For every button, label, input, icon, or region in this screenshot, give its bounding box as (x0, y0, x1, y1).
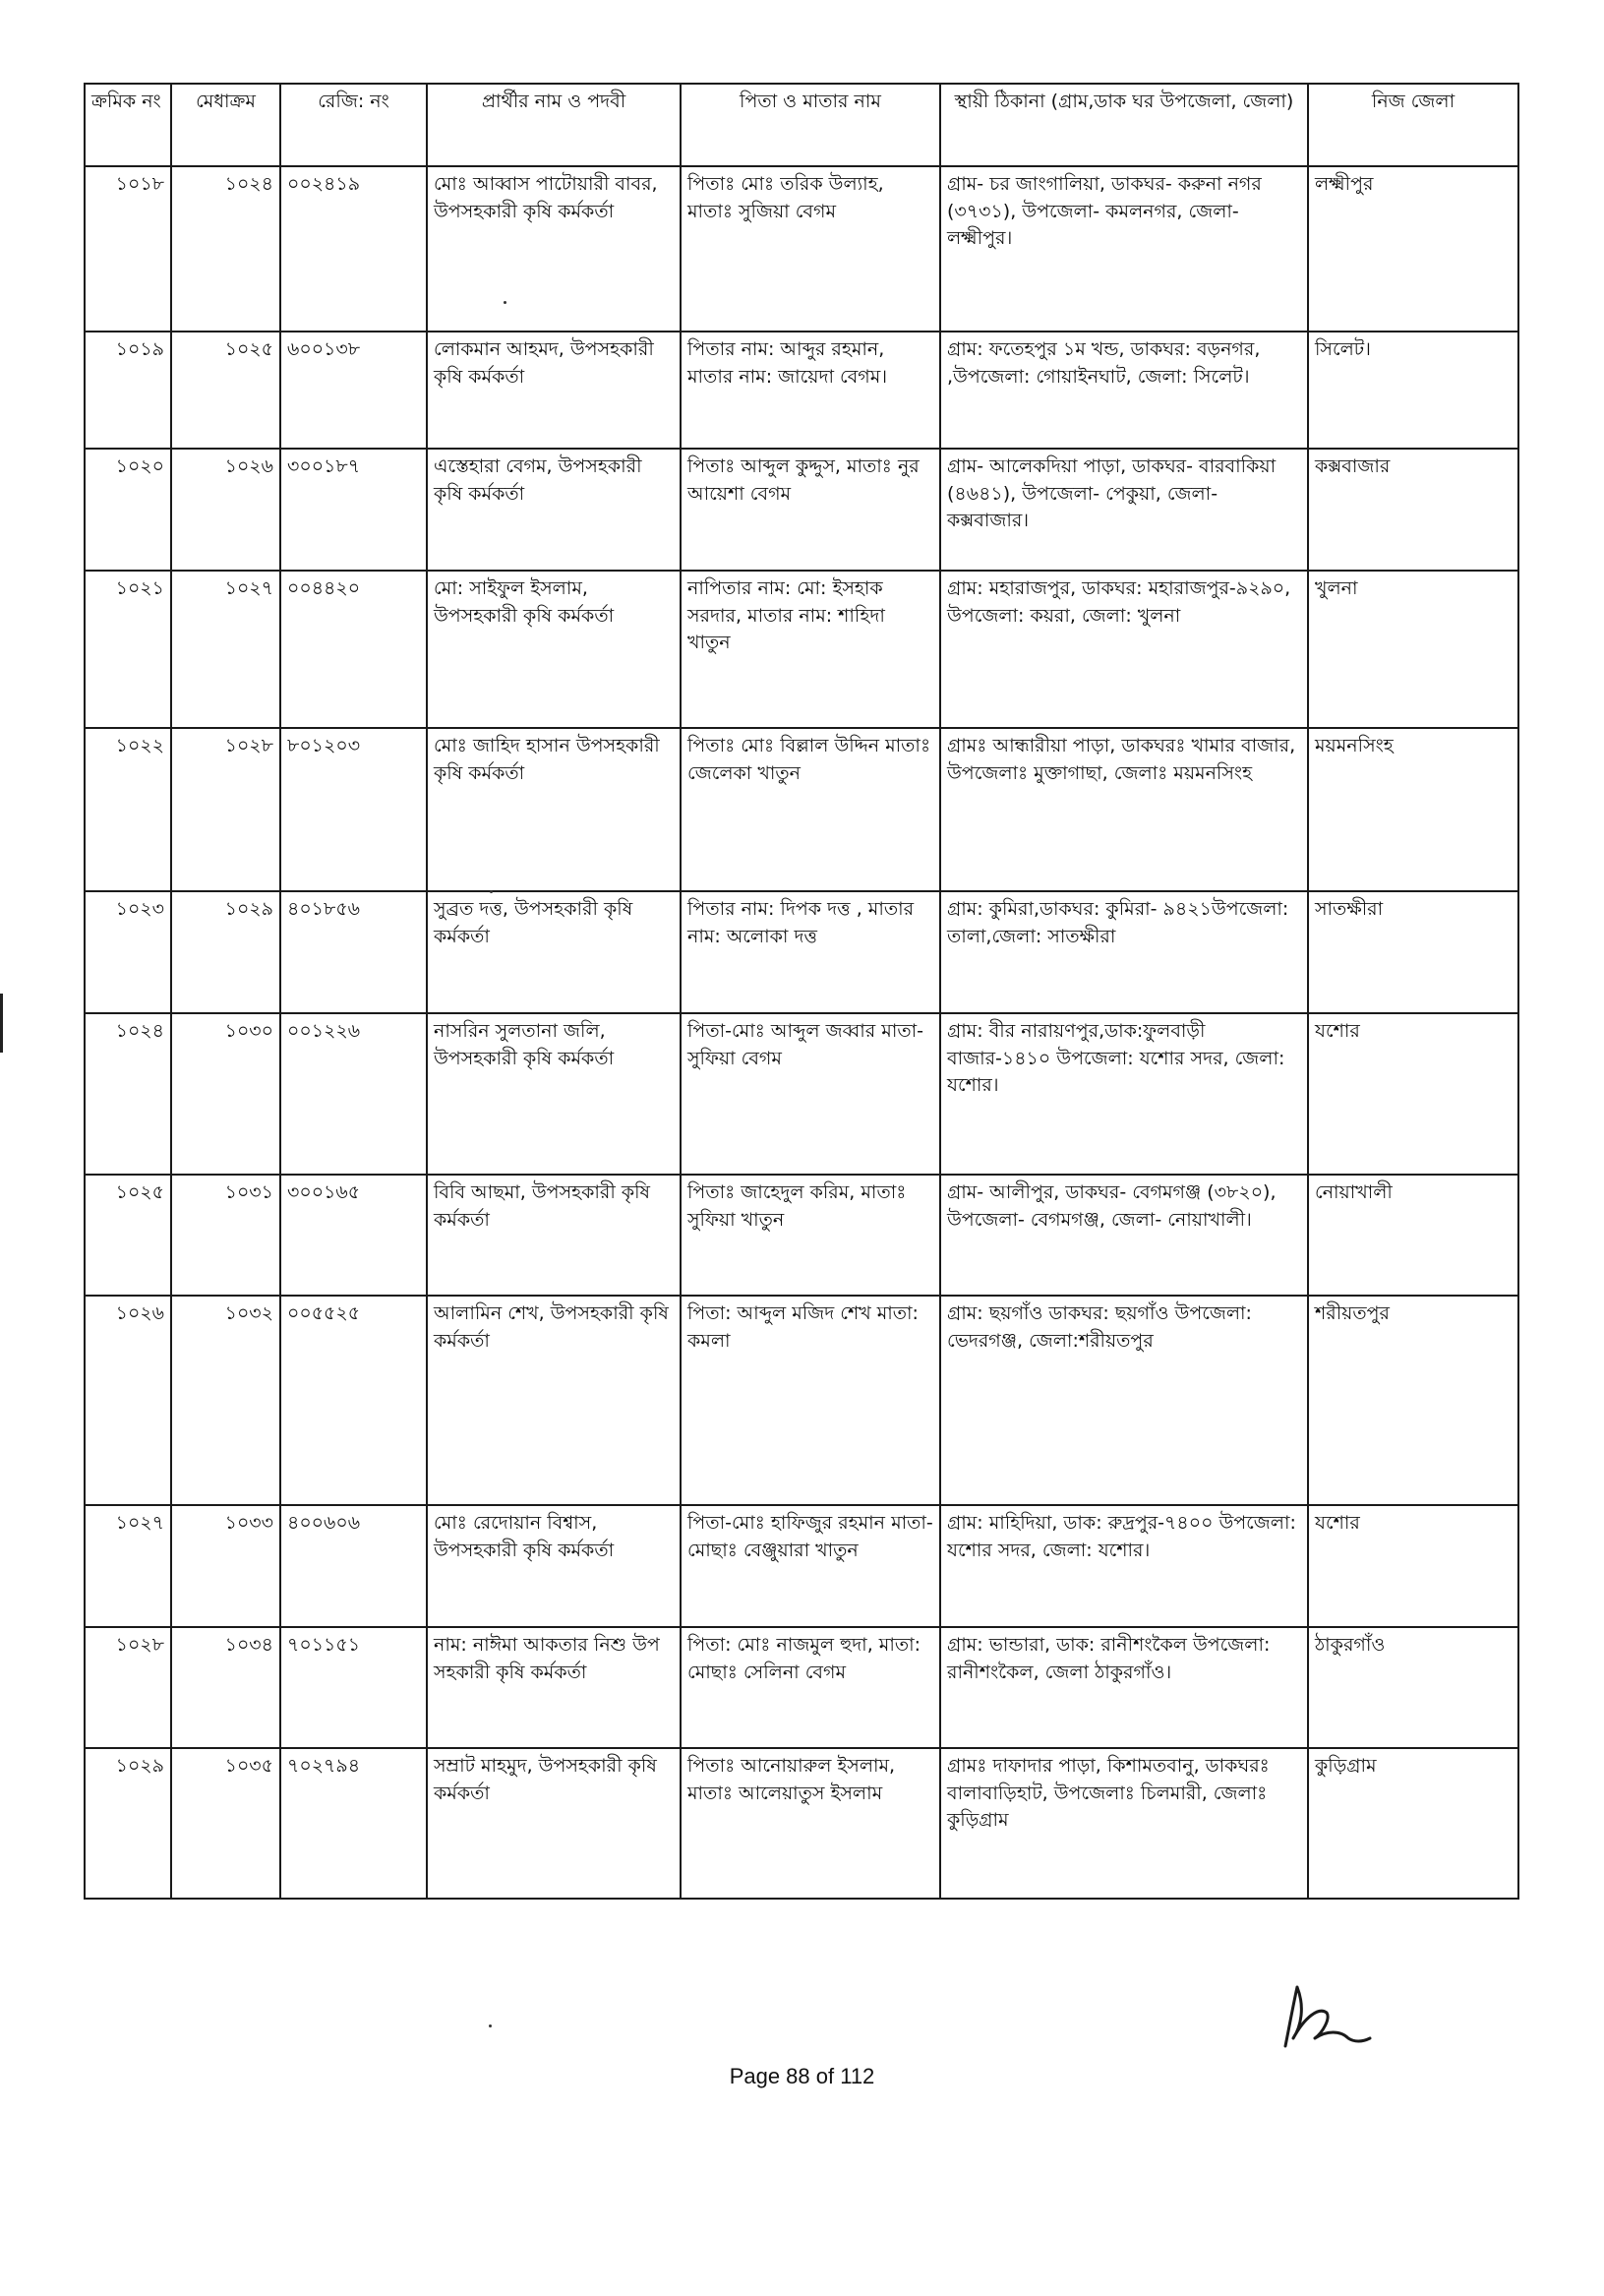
cell-merit: ১০৩৪ (171, 1627, 280, 1748)
cell-address: গ্রাম: মাহিদিয়া, ডাক: রুদ্রপুর-৭৪০০ উপজেলা: যশোর সদর, জেলা: যশোর। (940, 1505, 1308, 1627)
cell-address: গ্রাম: ভান্ডারা, ডাক: রানীশংকৈল উপজেলা: রানীশংকৈল, জেলা ঠাকুরগাঁও। (940, 1627, 1308, 1748)
cell-serial: ১০১৮ (85, 166, 171, 332)
cell-merit: ১০২৬ (171, 449, 280, 571)
table-row (85, 1013, 1518, 1175)
table-row (85, 891, 1518, 1013)
cell-merit: ১০৩৫ (171, 1748, 280, 1899)
cell-serial: ১০২৪ (85, 1013, 171, 1175)
cell-district: কুড়িগ্রাম (1308, 1748, 1518, 1899)
cell-name: নাসরিন সুলতানা জলি, উপসহকারী কৃষি কর্মকর্তা (427, 1013, 681, 1175)
cell-reg: ৭০২৭৯৪ (280, 1748, 427, 1899)
cell-parents: নাপিতার নাম: মো: ইসহাক সরদার, মাতার নাম: শাহিদা খাতুন (681, 571, 940, 728)
cell-address: গ্রাম: ছয়গাঁও ডাকঘর: ছয়গাঁও উপজেলা: ভেদরগঞ্জ, জেলা:শরীয়তপুর (940, 1296, 1308, 1505)
table-header-row (85, 84, 1518, 166)
cell-reg: ০০১২২৬ (280, 1013, 427, 1175)
cell-reg: ৭০১১৫১ (280, 1627, 427, 1748)
cell-reg: ৮০১২০৩ (280, 728, 427, 891)
cell-district: যশোর (1308, 1505, 1518, 1627)
scan-speck (490, 890, 493, 893)
cell-parents: পিতার নাম: আব্দুর রহমান, মাতার নাম: জায়েদা বেগম। (681, 332, 940, 449)
scan-edge-mark (0, 994, 3, 1053)
cell-merit: ১০৩৩ (171, 1505, 280, 1627)
cell-merit: ১০৩০ (171, 1013, 280, 1175)
cell-merit: ১০২৫ (171, 332, 280, 449)
cell-parents: পিতাঃ আনোয়ারুল ইসলাম, মাতাঃ আলেয়াতুস ইসলাম (681, 1748, 940, 1899)
cell-parents: পিতাঃ আব্দুল কুদ্দুস, মাতাঃ নুর আয়েশা বেগম (681, 449, 940, 571)
cell-district: লক্ষ্মীপুর (1308, 166, 1518, 332)
cell-district: খুলনা (1308, 571, 1518, 728)
cell-serial: ১০২৭ (85, 1505, 171, 1627)
candidate-table (84, 83, 1519, 1900)
cell-serial: ১০২২ (85, 728, 171, 891)
cell-serial: ১০২৩ (85, 891, 171, 1013)
cell-reg: ৩০০১৬৫ (280, 1175, 427, 1296)
header-parents: পিতা ও মাতার নাম (681, 84, 940, 166)
cell-parents: পিতাঃ মোঃ তরিক উল্যাহ, মাতাঃ সুজিয়া বেগম (681, 166, 940, 332)
table-row (85, 1505, 1518, 1627)
table-row (85, 1296, 1518, 1505)
cell-name: সুব্রত দত্ত, উপসহকারী কৃষি কর্মকর্তা (427, 891, 681, 1013)
cell-address: গ্রাম: বীর নারায়ণপুর,ডাক:ফুলবাড়ী বাজার-১৪১০ উপজেলা: যশোর সদর, জেলা: যশোর। (940, 1013, 1308, 1175)
header-name: প্রার্থীর নাম ও পদবী (427, 84, 681, 166)
cell-name: এস্তেহারা বেগম, উপসহকারী কৃষি কর্মকর্তা (427, 449, 681, 571)
cell-parents: পিতাঃ মোঃ বিল্লাল উদ্দিন মাতাঃ জেলেকা খাতুন (681, 728, 940, 891)
table-row (85, 166, 1518, 332)
cell-merit: ১০৩২ (171, 1296, 280, 1505)
cell-merit: ১০২৭ (171, 571, 280, 728)
cell-address: গ্রামঃ আন্ধারীয়া পাড়া, ডাকঘরঃ খামার বাজার, উপজেলাঃ মুক্তাগাছা, জেলাঃ ময়মনসিংহ (940, 728, 1308, 891)
cell-parents: পিতা: মোঃ নাজমুল হুদা, মাতা: মোছাঃ সেলিনা বেগম (681, 1627, 940, 1748)
cell-address: গ্রাম: কুমিরা,ডাকঘর: কুমিরা- ৯৪২১উপজেলা: তালা,জেলা: সাতক্ষীরা (940, 891, 1308, 1013)
table-row (85, 449, 1518, 571)
cell-merit: ১০২৯ (171, 891, 280, 1013)
cell-district: ময়মনসিংহ (1308, 728, 1518, 891)
cell-parents: পিতাঃ জাহেদুল করিম, মাতাঃ সুফিয়া খাতুন (681, 1175, 940, 1296)
table-row (85, 571, 1518, 728)
cell-address: গ্রাম- চর জাংগালিয়া, ডাকঘর- করুনা নগর (৩৭৩১), উপজেলা- কমলনগর, জেলা- লক্ষ্মীপুর। (940, 166, 1308, 332)
cell-serial: ১০১৯ (85, 332, 171, 449)
signature-mark (1272, 1977, 1380, 2056)
cell-serial: ১০২৯ (85, 1748, 171, 1899)
cell-reg: ৩০০১৮৭ (280, 449, 427, 571)
header-reg: রেজি: নং (280, 84, 427, 166)
cell-serial: ১০২৫ (85, 1175, 171, 1296)
cell-merit: ১০৩১ (171, 1175, 280, 1296)
cell-district: শরীয়তপুর (1308, 1296, 1518, 1505)
header-address: স্থায়ী ঠিকানা (গ্রাম,ডাক ঘর উপজেলা, জেলা) (940, 84, 1308, 166)
cell-district: নোয়াখালী (1308, 1175, 1518, 1296)
cell-name: নাম: নাঈমা আকতার নিশু উপ সহকারী কৃষি কর্মকর্তা (427, 1627, 681, 1748)
cell-address: গ্রাম: মহারাজপুর, ডাকঘর: মহারাজপুর-৯২৯০, উপজেলা: কয়রা, জেলা: খুলনা (940, 571, 1308, 728)
cell-reg: ০০৪৪২০ (280, 571, 427, 728)
scan-speck (504, 301, 506, 304)
cell-address: গ্রাম: ফতেহপুর ১ম খন্ড, ডাকঘর: বড়নগর, ,উপজেলা: গোয়াইনঘাট, জেলা: সিলেট। (940, 332, 1308, 449)
cell-address: গ্রাম- আলেকদিয়া পাড়া, ডাকঘর- বারবাকিয়া (৪৬৪১), উপজেলা- পেকুয়া, জেলা- কক্সবাজার। (940, 449, 1308, 571)
cell-parents: পিতা-মোঃ আব্দুল জব্বার মাতা-সুফিয়া বেগম (681, 1013, 940, 1175)
cell-parents: পিতা: আব্দুল মজিদ শেখ মাতা: কমলা (681, 1296, 940, 1505)
cell-serial: ১০২৮ (85, 1627, 171, 1748)
header-district: নিজ জেলা (1308, 84, 1518, 166)
cell-district: সাতক্ষীরা (1308, 891, 1518, 1013)
header-serial: ক্রমিক নং (85, 84, 171, 166)
cell-reg: ৬০০১৩৮ (280, 332, 427, 449)
cell-name: মো: সাইফুল ইসলাম, উপসহকারী কৃষি কর্মকর্তা (427, 571, 681, 728)
cell-district: যশোর (1308, 1013, 1518, 1175)
cell-district: কক্সবাজার (1308, 449, 1518, 571)
cell-reg: ৪০১৮৫৬ (280, 891, 427, 1013)
scan-speck (489, 2024, 492, 2027)
cell-address: গ্রাম- আলীপুর, ডাকঘর- বেগমগঞ্জ (৩৮২০), উপজেলা- বেগমগঞ্জ, জেলা- নোয়াখালী। (940, 1175, 1308, 1296)
page-footer: Page 88 of 112 (729, 2064, 875, 2088)
table-row (85, 332, 1518, 449)
header-merit: মেধাক্রম (171, 84, 280, 166)
cell-district: সিলেট। (1308, 332, 1518, 449)
cell-serial: ১০২৬ (85, 1296, 171, 1505)
cell-merit: ১০২৮ (171, 728, 280, 891)
cell-parents: পিতা-মোঃ হাফিজুর রহমান মাতা- মোছাঃ বেঞ্জুয়ারা খাতুন (681, 1505, 940, 1627)
cell-reg: ০০২৪১৯ (280, 166, 427, 332)
cell-name: মোঃ রেদোয়ান বিশ্বাস, উপসহকারী কৃষি কর্মকর্তা (427, 1505, 681, 1627)
cell-name: আলামিন শেখ, উপসহকারী কৃষি কর্মকর্তা (427, 1296, 681, 1505)
table-row (85, 1175, 1518, 1296)
cell-name: মোঃ জাহিদ হাসান উপসহকারী কৃষি কর্মকর্তা (427, 728, 681, 891)
cell-name: সম্রাট মাহমুদ, উপসহকারী কৃষি কর্মকর্তা (427, 1748, 681, 1899)
cell-reg: ০০৫৫২৫ (280, 1296, 427, 1505)
table-row (85, 728, 1518, 891)
cell-reg: ৪০০৬০৬ (280, 1505, 427, 1627)
cell-name: মোঃ আব্বাস পাটোয়ারী বাবর, উপসহকারী কৃষি কর্মকর্তা (427, 166, 681, 332)
cell-district: ঠাকুরগাঁও (1308, 1627, 1518, 1748)
cell-address: গ্রামঃ দাফাদার পাড়া, কিশামতবানু, ডাকঘরঃ বালাবাড়িহাট, উপজেলাঃ চিলমারী, জেলাঃ কুড়িগ্রাম (940, 1748, 1308, 1899)
cell-serial: ১০২০ (85, 449, 171, 571)
cell-merit: ১০২৪ (171, 166, 280, 332)
table-row (85, 1748, 1518, 1899)
cell-serial: ১০২১ (85, 571, 171, 728)
cell-name: বিবি আছমা, উপসহকারী কৃষি কর্মকর্তা (427, 1175, 681, 1296)
table-row (85, 1627, 1518, 1748)
cell-name: লোকমান আহমদ, উপসহকারী কৃষি কর্মকর্তা (427, 332, 681, 449)
cell-parents: পিতার নাম: দিপক দত্ত , মাতার নাম: অলোকা দত্ত (681, 891, 940, 1013)
